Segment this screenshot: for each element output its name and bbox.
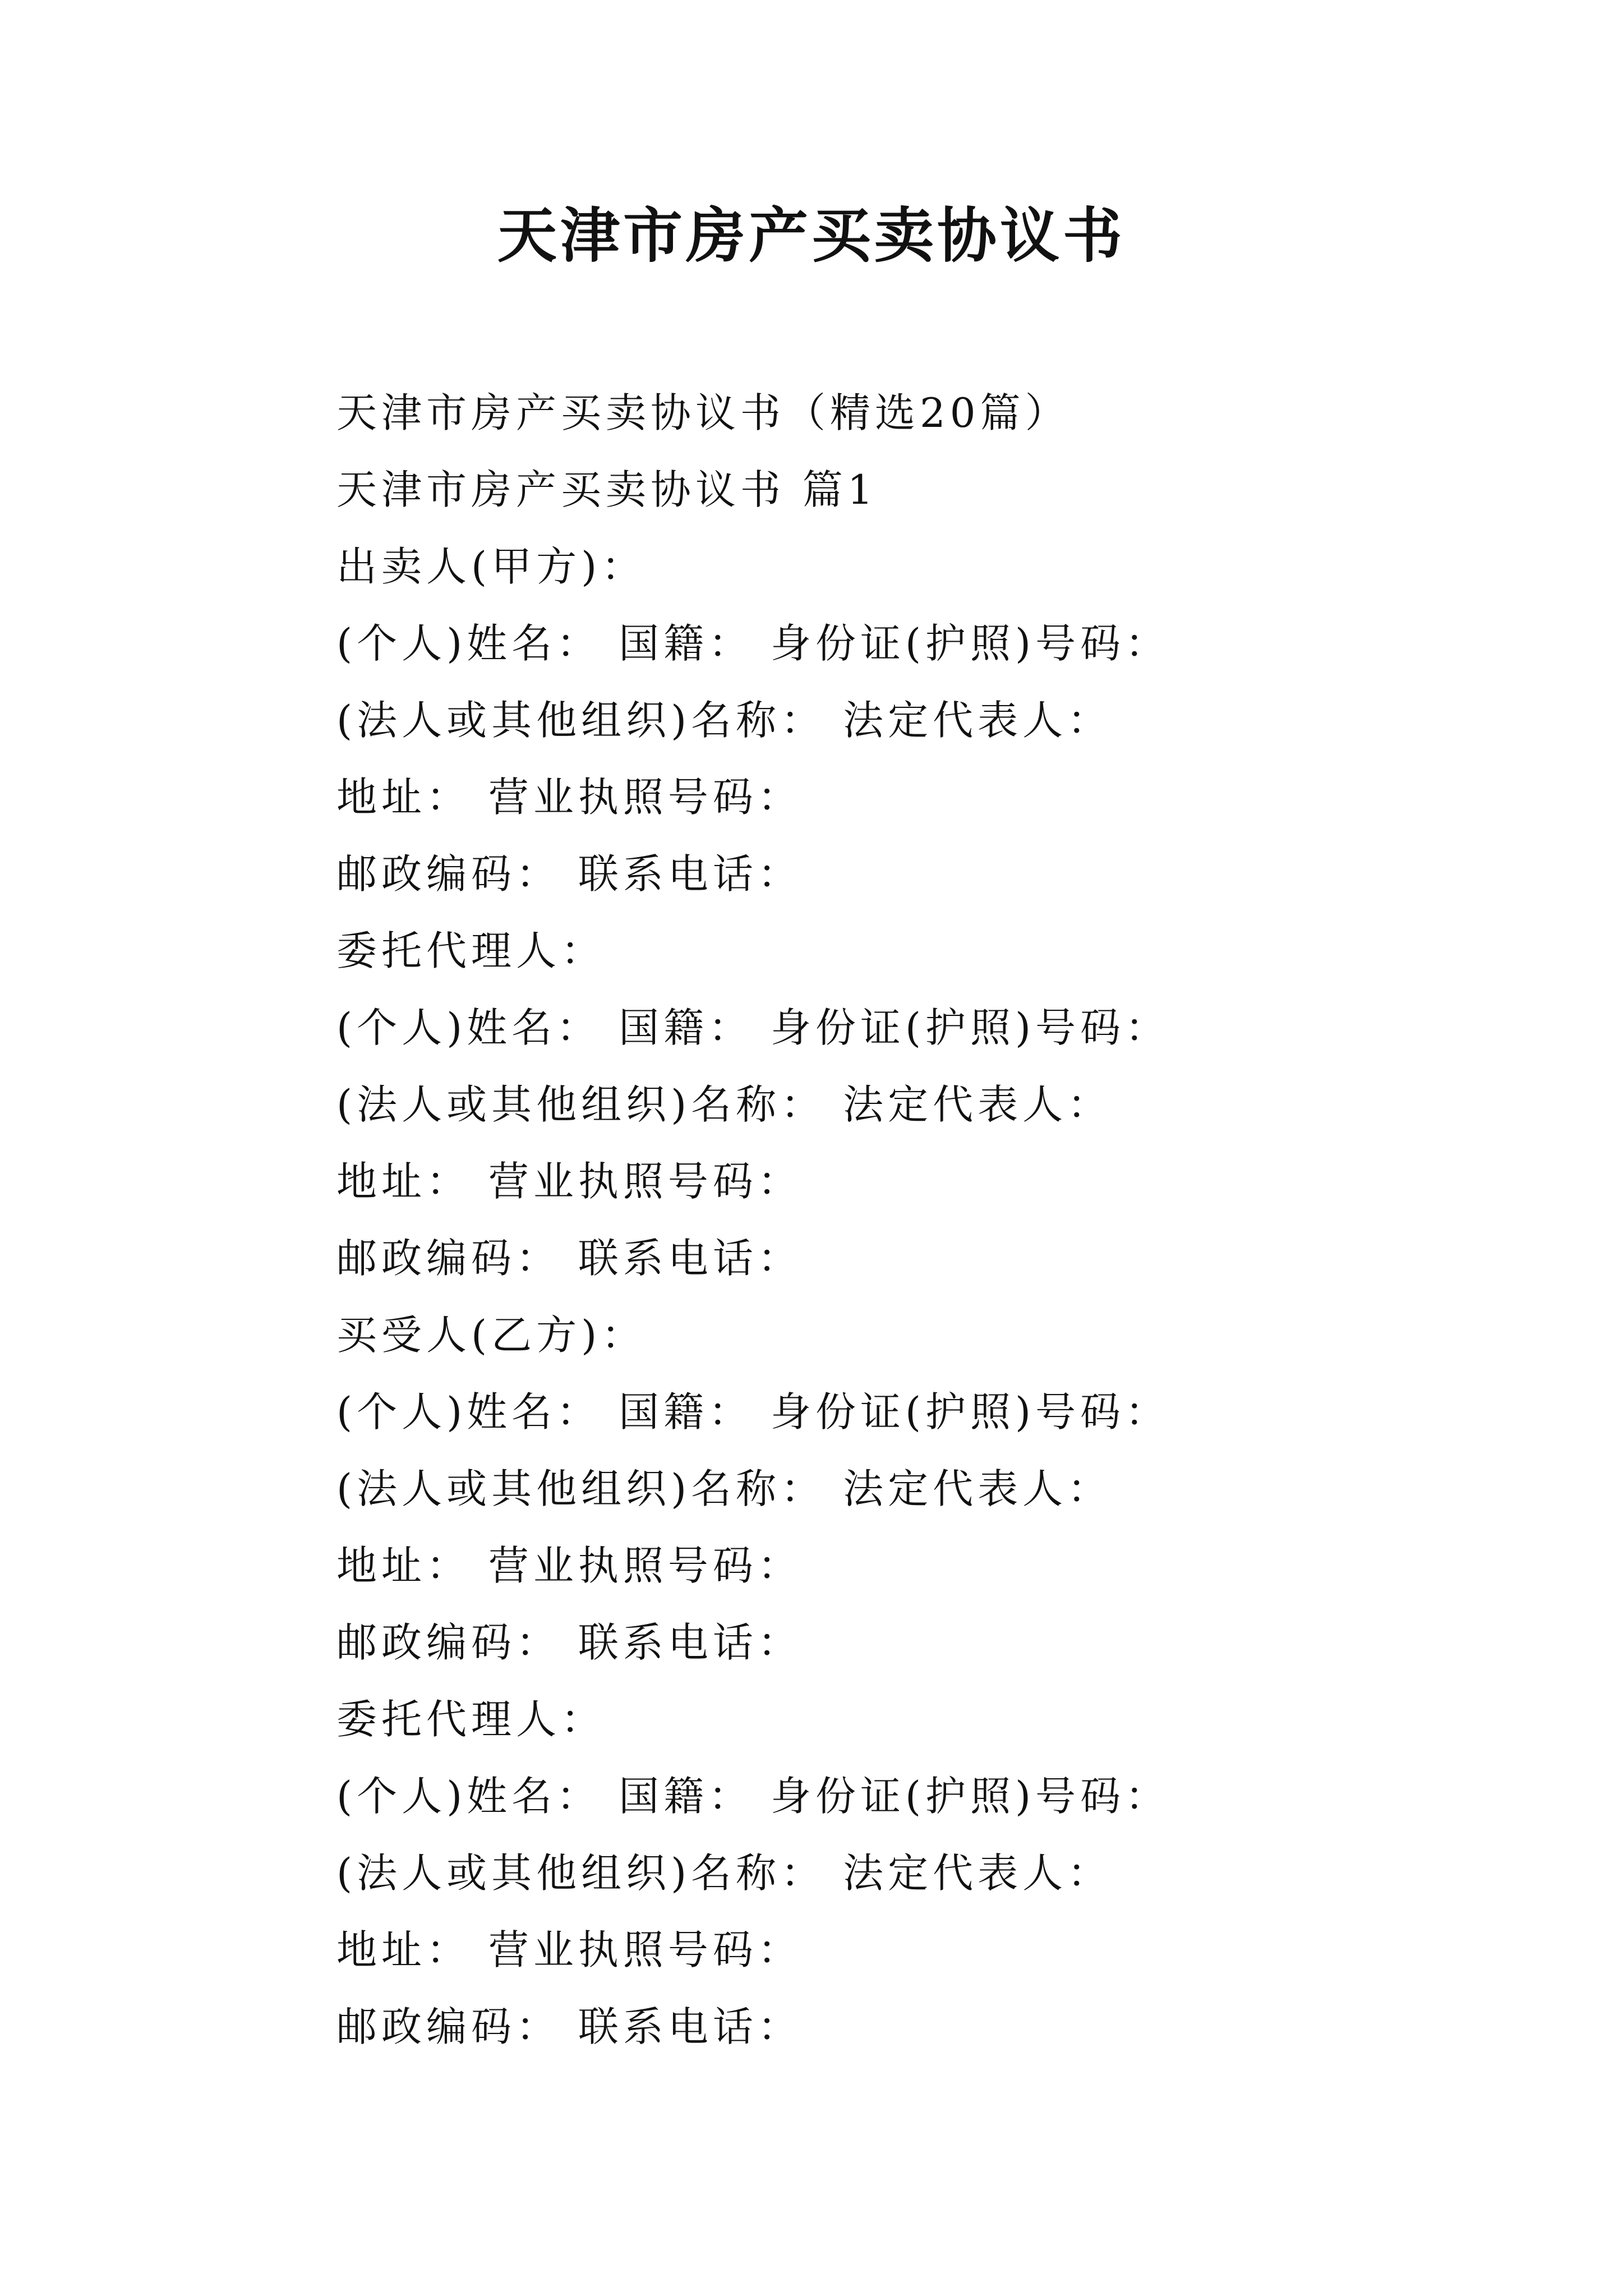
line-collection-heading: 天津市房产买卖协议书（精选20篇） — [336, 389, 1070, 436]
document-body — [336, 375, 1514, 2065]
line-buyer-org-fields: (法人或其他组织)名称： 法定代表人： — [336, 1465, 1113, 1512]
line-seller-personal-fields: (个人)姓名： 国籍： 身份证(护照)号码： — [336, 620, 1170, 667]
line-buyer-agent-contact-fields: 邮政编码： 联系电话： — [336, 2003, 803, 2050]
line-seller-agent-heading: 委托代理人： — [336, 927, 606, 974]
line-seller-agent-org-fields: (法人或其他组织)名称： 法定代表人： — [336, 1081, 1113, 1128]
line-seller-agent-address-fields: 地址： 营业执照号码： — [336, 1158, 803, 1205]
line-buyer-personal-fields: (个人)姓名： 国籍： 身份证(护照)号码： — [336, 1388, 1170, 1435]
line-buyer-agent-personal-fields: (个人)姓名： 国籍： 身份证(护照)号码： — [336, 1773, 1170, 1820]
line-buyer-agent-org-fields: (法人或其他组织)名称： 法定代表人： — [336, 1849, 1113, 1897]
line-article-heading: 天津市房产买卖协议书 篇1 — [336, 466, 878, 513]
line-buyer-agent-address-fields: 地址： 营业执照号码： — [336, 1926, 803, 1973]
line-buyer-agent-heading: 委托代理人： — [336, 1696, 606, 1743]
line-seller-agent-contact-fields: 邮政编码： 联系电话： — [336, 1235, 803, 1282]
line-seller-agent-personal-fields: (个人)姓名： 国籍： 身份证(护照)号码： — [336, 1004, 1170, 1051]
line-buyer-contact-fields: 邮政编码： 联系电话： — [336, 1619, 803, 1666]
line-buyer-address-fields: 地址： 营业执照号码： — [336, 1542, 803, 1589]
document-title: 天津市房产买卖协议书 — [497, 200, 1126, 270]
line-seller-heading: 出卖人(甲方)： — [336, 543, 647, 590]
line-seller-contact-fields: 邮政编码： 联系电话： — [336, 850, 803, 898]
line-seller-org-fields: (法人或其他组织)名称： 法定代表人： — [336, 697, 1113, 744]
line-seller-address-fields: 地址： 营业执照号码： — [336, 774, 803, 821]
line-buyer-heading: 买受人(乙方)： — [336, 1312, 647, 1359]
